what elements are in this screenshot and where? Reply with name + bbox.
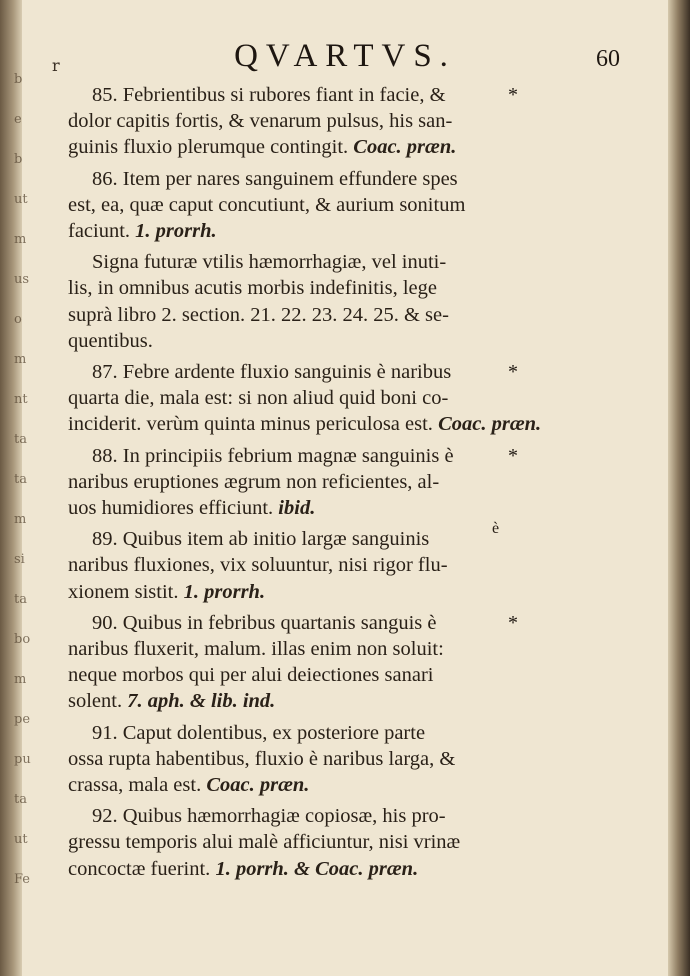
line-text: quarta die, mala est: si non aliud quid boni co-: [68, 387, 449, 410]
bleed-mark: m: [14, 352, 27, 367]
aphorism-number: 92.: [92, 805, 118, 828]
text-line: [68, 829, 526, 855]
aphorism-paragraph: [68, 520, 526, 605]
bleed-mark: m: [14, 232, 27, 247]
text-line: [68, 856, 526, 882]
bleed-mark: bo: [14, 632, 31, 647]
text-line: [68, 636, 526, 662]
text-line: [68, 662, 526, 688]
text-line: [68, 579, 526, 605]
margin-asterisk: *: [508, 84, 518, 106]
aphorism-paragraph: [68, 249, 526, 354]
text-line: [68, 134, 526, 160]
text-line: [68, 720, 526, 746]
text-line: [68, 328, 526, 354]
text-line: [68, 108, 526, 134]
line-text: suprà libro 2. section. 21. 22. 23. 24. 25. & se-: [68, 303, 449, 326]
text-line: [68, 359, 526, 385]
line-text: lis, in omnibus acutis morbis indefinitis, lege: [68, 277, 437, 300]
text-line: [68, 192, 526, 218]
line-text: dolor capitis fortis, & venarum pulsus, his san-: [68, 110, 453, 133]
bleed-mark: e: [14, 112, 22, 127]
aphorism-number: 91.: [92, 721, 118, 744]
line-text: concoctæ fuerint.: [68, 857, 211, 880]
text-line: [68, 166, 526, 192]
aphorism-number: 90.: [92, 611, 118, 634]
text-line: [68, 746, 526, 772]
margin-asterisk: *: [508, 361, 518, 384]
line-text: xionem sistit.: [68, 580, 179, 603]
text-line: [68, 526, 526, 552]
text-line: [68, 385, 526, 411]
line-text: quentibus.: [68, 329, 153, 352]
line-text: gressu temporis alui malè afficiuntur, nisi vrinæ: [68, 831, 461, 854]
bleed-mark: pe: [14, 712, 31, 727]
bleed-mark: Fe: [14, 872, 31, 887]
aphorism-number: 87.: [92, 361, 118, 384]
text-line: [68, 302, 526, 328]
bleed-mark: b: [14, 152, 23, 167]
right-page-edge: [668, 0, 690, 976]
line-text: inciderit. verùm quinta minus periculosa est.: [68, 413, 433, 436]
text-line: [68, 610, 526, 636]
text-line: [68, 772, 526, 798]
aphorism-paragraph: [68, 82, 526, 161]
text-line: [68, 803, 526, 829]
text-line: [68, 218, 526, 244]
source-reference: 1. prorrh.: [135, 220, 217, 243]
line-text: Quibus item ab initio largæ sanguinis: [122, 528, 430, 551]
line-text: naribus fluxerit, malum. illas enim non soluit:: [68, 638, 444, 661]
aphorism-paragraph: [68, 803, 526, 882]
aphorism-paragraph: [68, 610, 526, 715]
running-head: QVARTVS.: [234, 38, 456, 74]
text-line: [68, 443, 526, 469]
bleed-mark: ta: [14, 472, 27, 487]
aphorism-number: 86.: [92, 167, 118, 190]
margin-asterisk: *: [508, 444, 518, 467]
line-text: faciunt.: [68, 220, 131, 243]
aphorism-paragraph: [68, 359, 542, 438]
margin-asterisk: *: [508, 611, 518, 634]
bleed-mark: ut: [14, 192, 28, 207]
line-text: ossa rupta habentibus, fluxio è naribus larga, &: [68, 747, 456, 770]
aphorism-paragraph: [68, 720, 526, 799]
header-left-mark: r: [52, 56, 60, 75]
text-line: [68, 688, 526, 714]
line-text: Febre ardente fluxio sanguinis è naribus: [122, 361, 452, 384]
aphorism-paragraph: [68, 443, 526, 522]
line-text: Quibus in febribus quartanis sanguis è: [122, 611, 437, 634]
bleed-mark: ta: [14, 592, 27, 607]
text-line: [68, 275, 526, 301]
line-text: solent.: [68, 690, 123, 713]
main-text-block: [68, 82, 542, 887]
bleed-mark: ta: [14, 792, 27, 807]
page-header: [0, 38, 690, 82]
source-reference: 1. prorrh.: [183, 580, 266, 603]
source-reference: Coac. præn.: [438, 413, 542, 436]
bleed-mark: us: [14, 272, 30, 287]
text-line: [68, 82, 526, 108]
line-text: naribus fluxiones, vix soluuntur, nisi rigor flu-: [68, 554, 448, 577]
line-text: Signa futuræ vtilis hæmorrhagiæ, vel inuti-: [92, 251, 447, 274]
line-text: uos humidiores efficiunt.: [68, 497, 274, 520]
bleed-mark: m: [14, 512, 27, 527]
line-text: crassa, mala est.: [68, 774, 202, 797]
bleed-mark: b: [14, 72, 23, 87]
bleed-mark: o: [14, 312, 22, 327]
source-reference: ibid.: [278, 497, 316, 520]
bleed-mark: pu: [14, 752, 31, 767]
text-line: [68, 552, 526, 578]
source-reference: 1. porrh. & Coac. præn.: [215, 857, 419, 880]
source-reference: 7. aph. & lib. ind.: [127, 690, 276, 713]
bleed-mark: nt: [14, 392, 28, 407]
aphorism-number: 89.: [92, 528, 118, 551]
page-number: 60: [596, 46, 620, 72]
aphorism-number: 88.: [92, 444, 118, 467]
line-text: Febrientibus si rubores fiant in facie, &: [122, 84, 446, 106]
text-line: [68, 469, 526, 495]
bleed-mark: ta: [14, 432, 27, 447]
line-text: Quibus hæmorrhagiæ copiosæ, his pro-: [122, 805, 446, 828]
text-line: [92, 249, 526, 275]
text-line: [68, 411, 542, 437]
line-text: In principiis febrium magnæ sanguinis è: [122, 444, 454, 467]
aphorism-number: 85.: [92, 84, 118, 106]
bleed-mark: ut: [14, 832, 28, 847]
facing-page-bleed-through: [14, 60, 38, 900]
line-text: naribus eruptiones ægrum non reficientes, al-: [68, 470, 440, 493]
source-reference: Coac. præn.: [206, 774, 310, 797]
line-text: Caput dolentibus, ex posteriore parte: [122, 721, 426, 744]
line-text: Item per nares sanguinem effundere spes: [122, 167, 458, 190]
line-text: neque morbos qui per alui deiectiones sanari: [68, 664, 434, 687]
line-text: guinis fluxio plerumque contingit.: [68, 136, 349, 159]
aphorism-paragraph: [68, 166, 526, 245]
source-reference: Coac. præn.: [353, 136, 457, 159]
bleed-mark: si: [14, 552, 25, 567]
bleed-mark: m: [14, 672, 27, 687]
text-line: [68, 495, 526, 521]
superscript-letter: è: [492, 520, 500, 538]
line-text: est, ea, quæ caput concutiunt, & aurium sonitum: [68, 193, 466, 216]
